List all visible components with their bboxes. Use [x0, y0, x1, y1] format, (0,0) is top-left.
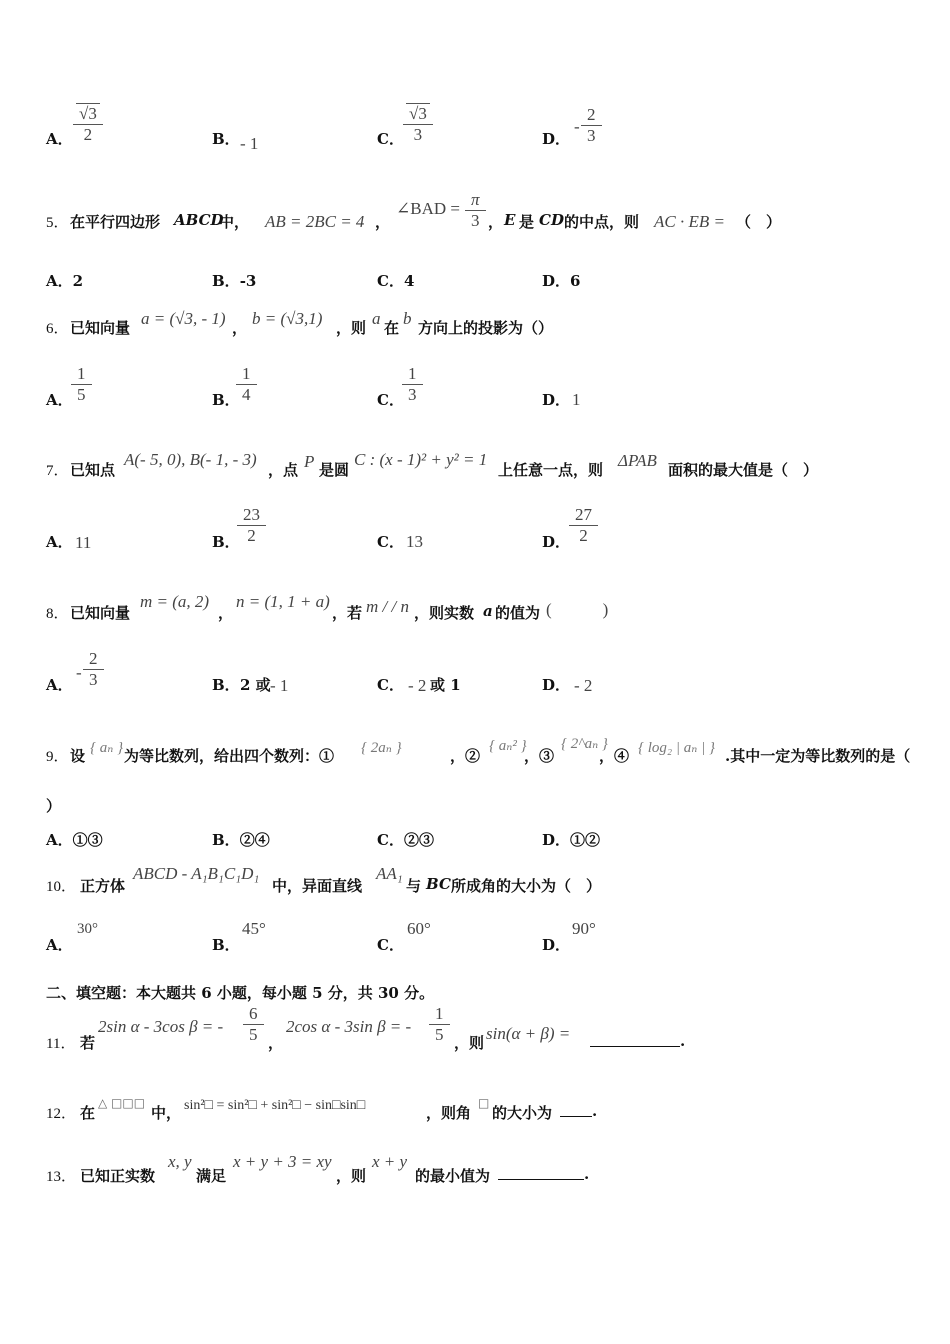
q10-cube: ABCD - A₁B₁C₁D₁ [133, 864, 260, 883]
q13-end: . [584, 1165, 590, 1183]
q12-end: . [592, 1102, 598, 1120]
q5-option-d: D．6 [542, 272, 581, 290]
q13-text-4: 的最小值为 [415, 1167, 491, 1185]
q11-expr: sin(α + β) = [486, 1024, 571, 1043]
q6-text-4: 方向上的投影为（） [418, 319, 554, 337]
q6-option-c-label: C． [377, 391, 404, 409]
q4-option-c-num: √3 [406, 103, 430, 124]
q7-option-b-label: B． [212, 533, 240, 551]
q5-comma: ， [375, 213, 391, 231]
q7-text-4: 上任意一点，则 [498, 461, 604, 479]
q7-option-d-fraction: 27 2 [572, 505, 595, 546]
section-2-heading: 二、填空题：本大题共 6 小题，每小题 5 分，共 30 分。 [46, 984, 435, 1002]
q5-angle-num: π [471, 190, 480, 209]
question-10 [46, 862, 926, 902]
q8-option-b-label: B． [212, 676, 240, 694]
q8-a: a [483, 602, 493, 620]
q8-option-a-label: A． [46, 676, 73, 694]
question-13 [46, 1152, 926, 1192]
q4-option-a-fraction [76, 103, 100, 145]
q5-option-a: A．2 [46, 272, 84, 290]
q4-option-d-label: D． [542, 130, 571, 148]
q9-text-3: ，② [450, 747, 481, 765]
q4-option-a-num: √3 [76, 103, 100, 124]
q13-text-1: 已知正实数 [80, 1167, 156, 1185]
q12-answer-blank[interactable] [560, 1102, 592, 1117]
q13-answer-blank[interactable] [498, 1165, 584, 1180]
q6-option-b-fraction: 1 4 [239, 364, 254, 405]
q6-option-a-fraction: 1 5 [74, 364, 89, 405]
q10-text-2: 中，异面直线 [272, 877, 363, 895]
q5-e: E [504, 211, 516, 229]
q4-option-b-label: B． [212, 130, 240, 148]
q7-points: A(- 5, 0), B(- 1, - 3) [124, 450, 257, 469]
q6-a-def: a = (√3, - 1) [141, 309, 226, 328]
q5-eq1: AB = 2BC = 4 [265, 212, 365, 231]
q7-option-a-value: 11 [75, 533, 92, 552]
q5-option-b: B．-3 [212, 272, 257, 290]
q8-comma: ， [218, 604, 234, 622]
q9-text-2: 为等比数列，给出四个数列：① [124, 747, 335, 765]
q6-b-def: b = (√3,1) [252, 309, 323, 328]
question-6 [46, 305, 926, 345]
q8-option-c-text: 或 1 [430, 676, 461, 694]
q9-option-d: D．①② [542, 831, 601, 849]
q8-text-1: 已知向量 [70, 604, 131, 622]
q9-text-4: ，③ [524, 747, 555, 765]
q5-abcd: ABCD [174, 211, 224, 229]
q10-text-4: 所成角的大小为（ ） [451, 877, 602, 895]
q9-number: 9． [46, 749, 69, 765]
q12-number: 12． [46, 1106, 77, 1122]
q7-text-1: 已知点 [70, 461, 116, 479]
q10-option-d-value: 90° [572, 919, 596, 938]
q7-text-5: 面积的最大值是（ ） [668, 461, 819, 479]
q6-option-a-label: A． [46, 391, 73, 409]
q11-eq2: 2cos α - 3sin β = - [286, 1017, 412, 1036]
q6-text-2: ，则 [336, 319, 367, 337]
q4-option-d-sign: - [574, 117, 580, 136]
q11-eq1: 2sin α - 3cos β = - [98, 1017, 224, 1036]
q11-comma: ， [268, 1034, 284, 1052]
q13-text-3: ，则 [336, 1167, 367, 1185]
q6-comma: ， [232, 319, 248, 337]
q8-option-d-value: - 2 [574, 676, 593, 695]
q6-a: a [372, 309, 381, 328]
q7-option-c-label: C． [377, 533, 404, 551]
q7-option-c-value: 13 [406, 532, 423, 551]
q10-option-c-value: 60° [407, 919, 431, 938]
q6-number: 6． [46, 321, 69, 337]
q9-seq-3: { 2^aₙ } [561, 736, 608, 752]
q13-expr: x + y [372, 1152, 408, 1171]
q8-option-c-value: - 2 [408, 676, 427, 695]
q8-option-a-fraction: 2 3 [86, 649, 101, 690]
q8-n-def: n = (1, 1 + a) [236, 592, 330, 611]
q4-option-a-den: 2 [83, 125, 93, 144]
q4-option-b-value: - 1 [240, 134, 259, 153]
q8-option-d-label: D． [542, 676, 571, 694]
q5-angle: ∠BAD = [396, 199, 460, 218]
question-9 [46, 730, 936, 770]
q6-b: b [403, 309, 412, 328]
q6-text-3: 在 [384, 319, 400, 337]
q10-text-3: 与 [406, 877, 422, 895]
q11-fraction-1: 6 5 [246, 1004, 261, 1045]
q6-option-d-label: D． [542, 391, 571, 409]
q11-fraction-2: 1 5 [432, 1004, 447, 1045]
q5-angle-fraction [468, 190, 483, 231]
q10-option-d-label: D． [542, 936, 571, 954]
q5-text-2: 中， [219, 213, 250, 231]
q8-text-3: ，则实数 [414, 604, 475, 622]
q12-triangle: △ □□□ [98, 1096, 146, 1110]
q8-option-b-value: - 1 [270, 676, 289, 695]
q13-vars: x, y [168, 1152, 192, 1171]
q8-text-4: 的值为 [495, 604, 541, 622]
q12-angle-box: □ [478, 1096, 490, 1110]
q12-text-4: 的大小为 [492, 1104, 553, 1122]
q4-option-c-fraction [406, 103, 430, 145]
q11-answer-blank[interactable] [590, 1032, 680, 1047]
q7-text-2: ，点 [268, 461, 299, 479]
q10-option-b-value: 45° [242, 919, 266, 938]
q5-angle-den: 3 [471, 211, 480, 230]
q5-text-4: 是 [519, 213, 535, 231]
q8-text-2: ，若 [332, 604, 363, 622]
q7-triangle: ΔPAB [618, 451, 657, 470]
q7-circle: C : (x - 1)² + y² = 1 [354, 450, 488, 469]
q9-text-1: 设 [70, 747, 86, 765]
q8-condition: m / / n [366, 597, 409, 616]
q9-seq-1: { 2aₙ } [361, 740, 402, 756]
q9-text-5: ，④ [599, 747, 630, 765]
q9-seq-4: { log₂ | aₙ | } [638, 740, 715, 756]
question-7 [46, 447, 926, 487]
q10-option-a-label: A． [46, 936, 73, 954]
q9-seq-2: { aₙ² } [489, 738, 527, 754]
q5-cd: CD [539, 211, 564, 229]
q7-option-a-label: A． [46, 533, 73, 551]
q7-option-d-label: D． [542, 533, 571, 551]
q4-option-a-label: A． [46, 130, 73, 148]
q12-text-1: 在 [80, 1104, 96, 1122]
q8-option-c-label: C． [377, 676, 404, 694]
q10-text-1: 正方体 [80, 877, 126, 895]
q11-text-2: ，则 [454, 1034, 485, 1052]
q4-option-c-den: 3 [413, 125, 423, 144]
q4-option-d-num: 2 [587, 105, 596, 124]
q7-option-b-fraction: 23 2 [240, 505, 263, 546]
q5-text-5: 的中点，则 [564, 213, 640, 231]
q7-number: 7． [46, 463, 69, 479]
q5-number: 5． [46, 215, 69, 231]
q10-option-a-value: 30° [77, 921, 98, 937]
q10-line: AA₁ [376, 864, 403, 883]
question-8 [46, 590, 926, 630]
q4-option-c-label: C． [377, 130, 404, 148]
q5-paren: （ ） [736, 213, 782, 231]
question-5 [46, 190, 926, 240]
q10-number: 10． [46, 879, 77, 895]
q5-expr: AC · EB = [654, 212, 725, 231]
q7-p: P [304, 452, 315, 471]
question-12 [46, 1092, 926, 1132]
q4-option-d-den: 3 [587, 126, 596, 145]
q6-option-d-value: 1 [572, 390, 581, 409]
q4-option-d-fraction [584, 105, 599, 146]
q9-text-6: .其中一定为等比数列的是（ [725, 747, 911, 765]
q8-m-def: m = (a, 2) [140, 592, 210, 611]
q10-bc: BC [426, 875, 451, 893]
q11-end: . [680, 1032, 686, 1050]
q6-text-1: 已知向量 [70, 319, 131, 337]
q13-equation: x + y + 3 = xy [233, 1152, 332, 1171]
q8-option-a-sign: - [76, 663, 82, 682]
q9-option-c: C．②③ [377, 831, 434, 849]
q9-option-a: A．①③ [46, 831, 103, 849]
q13-text-2: 满足 [196, 1167, 227, 1185]
q12-text-2: 中， [151, 1104, 182, 1122]
q13-number: 13． [46, 1169, 77, 1185]
q12-text-3: ，则角 [426, 1104, 472, 1122]
q9-seq: { aₙ } [90, 740, 124, 756]
q10-option-b-label: B． [212, 936, 240, 954]
q6-option-b-label: B． [212, 391, 240, 409]
q7-text-3: 是圆 [319, 461, 350, 479]
q9-option-b: B．②④ [212, 831, 270, 849]
q9-text-7: ） [46, 797, 62, 815]
q10-option-c-label: C． [377, 936, 404, 954]
q8-number: 8． [46, 606, 69, 622]
q5-text-1: 在平行四边形 [70, 213, 161, 231]
q8-paren: ( ) [546, 600, 609, 619]
q8-option-b-text: 2 或 [240, 676, 271, 694]
q11-number: 11． [46, 1036, 76, 1052]
q12-equation: sin²□ = sin²□ + sin²□ − sin□sin□ [184, 1098, 366, 1113]
q5-text-3: ， [488, 213, 504, 231]
q6-option-c-fraction: 1 3 [405, 364, 420, 405]
q11-text-1: 若 [80, 1034, 96, 1052]
question-11 [46, 1002, 926, 1052]
q5-option-c: C．4 [377, 272, 415, 290]
